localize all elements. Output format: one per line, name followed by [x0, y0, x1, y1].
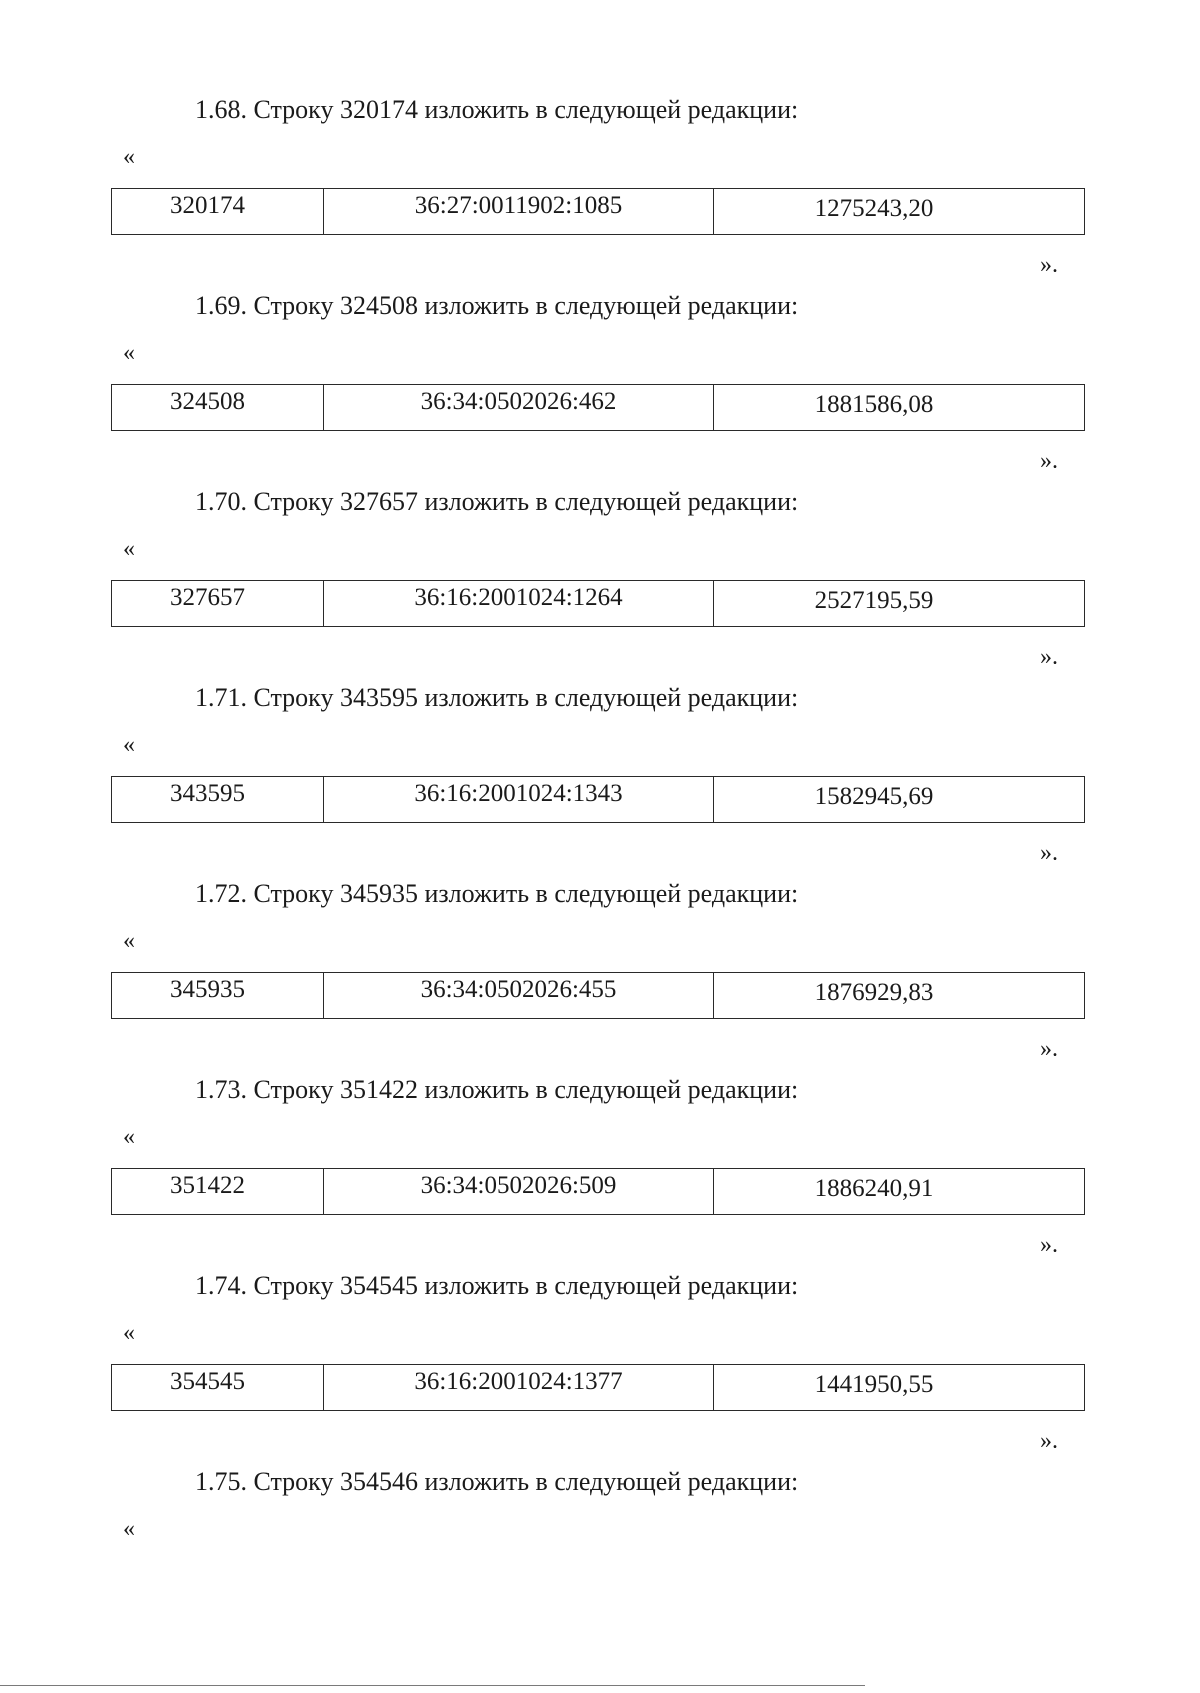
- table-row: [111, 580, 1085, 627]
- opening-quote: «: [123, 536, 135, 562]
- amendment-heading: 1.72. Строку 345935 изложить в следующей редакции:: [195, 879, 799, 908]
- table-row: [111, 1364, 1085, 1411]
- amendment-1-71: [0, 682, 1200, 878]
- amendment-1-74: [0, 1270, 1200, 1466]
- opening-quote: «: [123, 1516, 135, 1542]
- cadastral-number-cell: 36:16:2001024:1264: [324, 581, 714, 626]
- amendment-1-72: [0, 878, 1200, 1074]
- row-number-cell: 351422: [112, 1169, 324, 1214]
- page-bottom-rule: [0, 1685, 865, 1686]
- opening-quote: «: [123, 144, 135, 170]
- row-number-cell: 327657: [112, 581, 324, 626]
- amendment-heading: 1.73. Строку 351422 изложить в следующей редакции:: [195, 1075, 799, 1104]
- amendment-1-69: [0, 290, 1200, 486]
- cadastral-number-cell: 36:16:2001024:1377: [324, 1365, 714, 1410]
- table-row: [111, 384, 1085, 431]
- closing-quote: ».: [1040, 840, 1058, 866]
- closing-quote: ».: [1040, 1036, 1058, 1062]
- row-number-cell: 354545: [112, 1365, 324, 1410]
- table-row: [111, 188, 1085, 235]
- value-cell: 2527195,59: [814, 587, 934, 614]
- opening-quote: «: [123, 1124, 135, 1150]
- opening-quote: «: [123, 1320, 135, 1346]
- opening-quote: «: [123, 340, 135, 366]
- value-cell: 1876929,83: [814, 979, 934, 1006]
- cadastral-number-cell: 36:34:0502026:462: [324, 385, 714, 430]
- amendment-1-70: [0, 486, 1200, 682]
- cadastral-number-cell: 36:34:0502026:455: [324, 973, 714, 1018]
- cadastral-number-cell: 36:16:2001024:1343: [324, 777, 714, 822]
- table-row: [111, 972, 1085, 1019]
- amendment-heading: 1.75. Строку 354546 изложить в следующей редакции:: [195, 1467, 799, 1496]
- amendment-heading: 1.74. Строку 354545 изложить в следующей редакции:: [195, 1271, 799, 1300]
- row-number-cell: 324508: [112, 385, 324, 430]
- row-number-cell: 320174: [112, 189, 324, 234]
- opening-quote: «: [123, 732, 135, 758]
- amendment-1-75: [0, 1466, 1200, 1662]
- row-number-cell: 343595: [112, 777, 324, 822]
- amendment-heading: 1.71. Строку 343595 изложить в следующей редакции:: [195, 683, 799, 712]
- value-cell: 1275243,20: [814, 195, 934, 222]
- row-number-cell: 345935: [112, 973, 324, 1018]
- value-cell: 1881586,08: [814, 391, 934, 418]
- value-cell: 1582945,69: [814, 783, 934, 810]
- cadastral-number-cell: 36:27:0011902:1085: [324, 189, 714, 234]
- table-row: [111, 776, 1085, 823]
- closing-quote: ».: [1040, 1232, 1058, 1258]
- amendment-1-68: [0, 94, 1200, 290]
- table-row: [111, 1168, 1085, 1215]
- closing-quote: ».: [1040, 448, 1058, 474]
- value-cell: 1886240,91: [814, 1175, 934, 1202]
- amendment-heading: 1.69. Строку 324508 изложить в следующей редакции:: [195, 291, 799, 320]
- closing-quote: ».: [1040, 644, 1058, 670]
- closing-quote: ».: [1040, 1428, 1058, 1454]
- cadastral-number-cell: 36:34:0502026:509: [324, 1169, 714, 1214]
- amendment-heading: 1.70. Строку 327657 изложить в следующей редакции:: [195, 487, 799, 516]
- amendment-1-73: [0, 1074, 1200, 1270]
- value-cell: 1441950,55: [814, 1371, 934, 1398]
- closing-quote: ».: [1040, 252, 1058, 278]
- amendment-heading: 1.68. Строку 320174 изложить в следующей редакции:: [195, 95, 799, 124]
- opening-quote: «: [123, 928, 135, 954]
